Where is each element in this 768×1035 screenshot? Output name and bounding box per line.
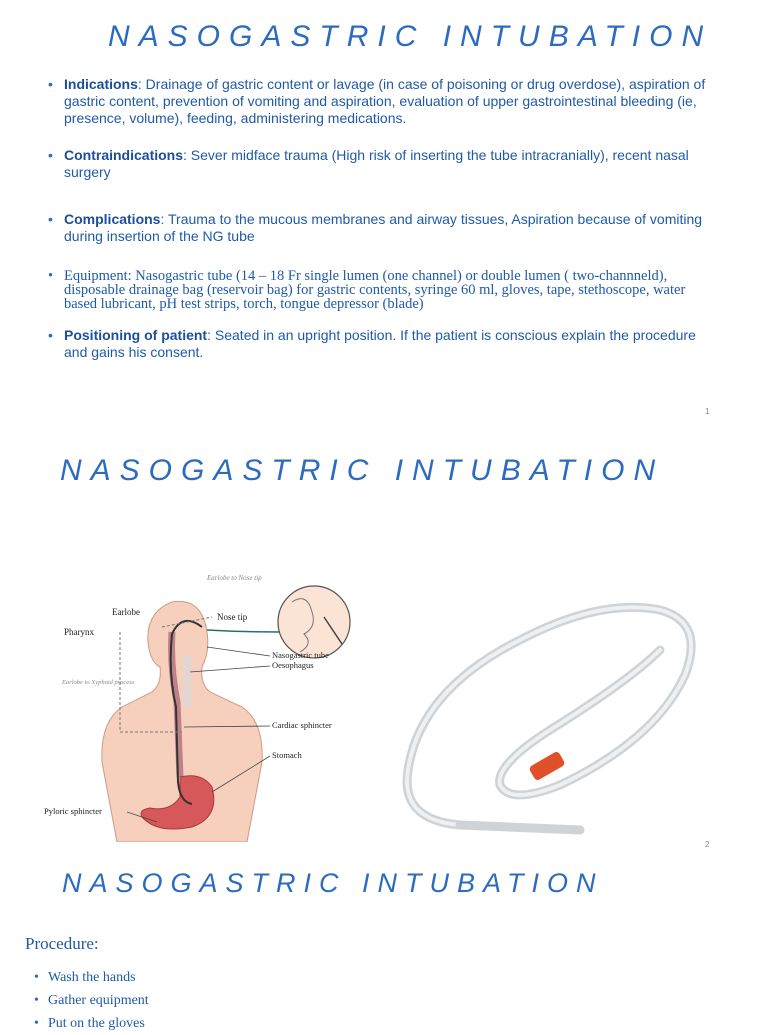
bullet-text: : Seated in an upright position. If the patient is conscious explain the procedure and gains his consent. [64,327,696,360]
diagram-label-stomach: Stomach [272,750,302,760]
bullet-complications [48,211,708,245]
bullet-label: Complications [64,211,161,227]
tube-connector [528,751,565,782]
diagram-label-earlobe-to-xyphoid: Earlobe to Xyphoid process [62,679,135,686]
diagram-label-nasogastric-tube: Nasogastric tube [272,650,329,660]
slide-title: NASOGASTRIC INTUBATION [60,454,665,487]
magnified-head-circle [278,586,350,658]
bullet-label: Positioning of patient [64,327,208,343]
bullet-list [48,76,708,361]
slide-3 [0,864,768,1031]
tube-coil-outer [407,607,691,825]
bullet-indications [48,76,708,127]
slide-2 [0,432,768,864]
slide-title: NASOGASTRIC INTUBATION [62,868,604,898]
slide-title: NASOGASTRIC INTUBATION [108,20,713,53]
procedure-step: • Gather equipment [34,989,149,1012]
diagram-label-pyloric-sphincter: Pyloric sphincter [44,806,102,816]
bullet-label: Indications [64,76,138,92]
tube-tail [460,825,580,830]
diagram-label-oesophagus: Oesophagus [272,660,314,670]
bullet-positioning [48,327,708,361]
bullet-label: Contraindications [64,147,184,163]
bullet-text: : Drainage of gastric content or lavage (in case of poisoning or drug overdose), aspiration of gastric content, prevention of vomiting and aspiration, evaluation of upper gastrointestinal bleeding (ie, presence, volume), feeding, administering medications. [64,76,706,126]
diagram-label-earlobe: Earlobe [112,607,140,617]
ng-tube-placement-diagram [42,572,372,842]
bullet-equipment [48,269,708,311]
nasogastric-tube-photo [400,580,710,840]
slide-1 [0,0,768,432]
diagram-label-pharynx: Pharynx [64,627,94,637]
procedure-heading: Procedure: [25,934,99,953]
procedure-step: • Wash the hands [34,966,149,989]
page-number: 1 [705,407,710,416]
diagram-label-nose-tip: Nose tip [217,612,248,622]
procedure-steps [34,966,149,1035]
bullet-text: : Sever midface trauma (High risk of inserting the tube intracranially), recent nasal surgery [64,147,689,180]
bullet-contraindications [48,147,708,181]
bullet-text: Equipment: Nasogastric tube (14 – 18 Fr single lumen (one channel) or double lumen ( two-channneld), disposable drainage bag (reservoir bag) for gastric contents, syringe 60 ml, gloves, tape, stethoscope, water based lubricant, pH test strips, torch, tongue depressor (blade) [64,268,686,312]
bullet-text: : Trauma to the mucous membranes and airway tissues, Aspiration because of vomiting during insertion of the NG tube [64,211,703,244]
diagram-label-earlobe-to-nose: Earlobe to Nose tip [207,574,262,582]
magnifier-link-line [207,630,280,632]
page-number: 2 [705,840,710,849]
diagram-label-cardiac-sphincter: Cardiac sphincter [272,720,332,730]
procedure-step: • Put on the gloves [34,1012,149,1035]
